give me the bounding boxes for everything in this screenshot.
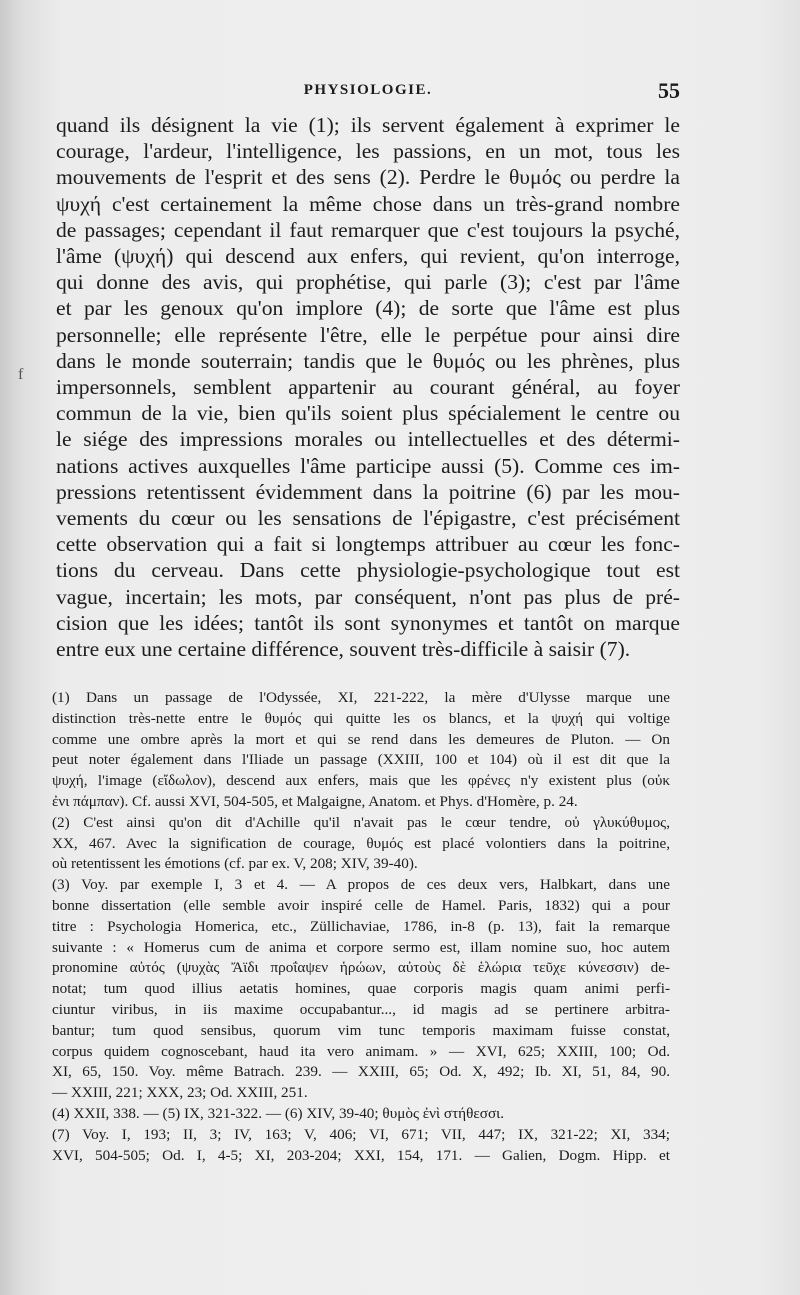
footnote-line: où retentissent les émotions (cf. par ex. V, 208; XIV, 39-40).: [52, 855, 418, 873]
text-line: cision que les idées; tantôt ils sont synonymes et tantôt on marque: [56, 610, 680, 635]
text-line: de passages; cependant il faut remarquer que c'est toujours la psyché,: [56, 217, 680, 242]
footnote-line: bonne dissertation (elle semble avoir inspiré celle de Hamel. Paris, 1832) qui a pour: [52, 896, 670, 914]
text-line: impersonnels, semblent appartenir au courant général, au foyer: [56, 375, 680, 400]
footnote-line: (1) Dans un passage de l'Odyssée, XI, 221-222, la mère d'Ulysse marque une: [52, 689, 670, 706]
text-line: pressions retentissent évidemment dans la poitrine (6) par les mou-: [56, 479, 680, 504]
footnote-line: notat; tum quod illius aetatis homines, quae corporis magis quam animi perfi-: [52, 980, 670, 998]
footnote-line: (4) XXII, 338. — (5) IX, 321-322. — (6) XIV, 39-40; θυμὸς ἐνὶ στήθεσσι.: [52, 1104, 505, 1122]
footnote-line: peut noter également dans l'Iliade un passage (XXIII, 100 et 104) où il est dit que la: [52, 751, 670, 769]
footnote-line: ἐνι πάμπαν). Cf. aussi XVI, 504-505, et Malgaigne, Anatom. et Phys. d'Homère, p. 24.: [52, 792, 578, 810]
page-number: 55: [658, 78, 680, 103]
main-text: [56, 112, 680, 662]
footnote-line: (2) C'est ainsi qu'on dit d'Achille qu'il n'avait pas le cœur tendre, οὐ γλυκύθυμος,: [52, 813, 670, 831]
text-line: entre eux une certaine différence, souvent très-difficile à saisir (7).: [56, 637, 631, 662]
footnote-line: suivante : « Homerus cum de anima et corpore sermo est, illam nomine suo, hoc autem: [52, 938, 670, 956]
text-line: mouvements de l'esprit et des sens (2). Perdre le θυμός ou perdre la: [56, 165, 680, 190]
text-line: tions du cerveau. Dans cette physiologie-psychologique tout est: [56, 558, 680, 583]
page-header: [56, 80, 680, 104]
footnote-line: bantur; tum quod sensibus, quorum vim tunc temporis maximam fuisse constat,: [52, 1021, 670, 1039]
running-title: PHYSIOLOGIE.: [303, 82, 433, 98]
footnote-line: comme une ombre après la mort et qui se rend dans les demeures de Pluton. — On: [52, 730, 670, 748]
footnote-line: XVI, 504-505; Od. I, 4-5; XI, 203-204; XXI, 154, 171. — Galien, Dogm. Hipp. et: [52, 1146, 670, 1164]
footnote-line: (7) Voy. I, 193; II, 3; IV, 163; V, 406; VI, 671; VII, 447; IX, 321-22; XI, 334;: [52, 1125, 670, 1143]
text-line: dans le monde souterrain; tandis que le θυμός ou les phrènes, plus: [56, 348, 680, 373]
text-line: cette observation qui a fait si longtemps attribuer au cœur les fonc-: [56, 532, 680, 557]
text-line: et par les genoux qu'on implore (4); de sorte que l'âme est plus: [56, 296, 680, 321]
footnotes: [52, 688, 670, 1166]
text-line: qui donne des avis, qui prophétise, qui parle (3); c'est par l'âme: [56, 270, 680, 295]
footnote-line: pronomine αὐτός (ψυχὰς Ἄϊδι προΐαψεν ἡρώων, αὐτοὺς δὲ ἑλώρια τεῦχε κύνεσσιν) de-: [52, 959, 670, 977]
text-line: commun de la vie, bien qu'ils soient plus spécialement le centre ou: [56, 401, 680, 426]
text-line: le siége des impressions morales ou intellectuelles et des détermi-: [56, 427, 680, 452]
text-line: nations actives auxquelles l'âme participe aussi (5). Comme ces im-: [56, 453, 680, 478]
footnote-line: XX, 467. Avec la signification de courage, θυμός est placé volontiers dans la poitrine,: [52, 834, 670, 852]
text-line: courage, l'ardeur, l'intelligence, les passions, en un mot, tous les: [56, 139, 680, 164]
text-line: personnelle; elle représente l'être, elle le perpétue pour ainsi dire: [56, 322, 680, 347]
footnote-line: (3) Voy. par exemple I, 3 et 4. — A propos de ces deux vers, Halbkart, dans une: [52, 876, 670, 894]
text-line: vague, incertain; les mots, par conséquent, n'ont pas plus de pré-: [56, 584, 680, 609]
text-line: ψυχή c'est certainement la même chose dans un très-grand nombre: [56, 191, 680, 216]
footnote-line: — XXIII, 221; XXX, 23; Od. XXIII, 251.: [52, 1084, 308, 1102]
margin-mark: f: [18, 366, 24, 383]
footnote-line: titre : Psychologia Homerica, etc., Züllichaviae, 1786, in-8 (p. 13), fait la remarque: [52, 917, 670, 935]
text-line: l'âme (ψυχή) qui descend aux enfers, qui revient, qu'on interroge,: [56, 244, 680, 269]
footnote-line: ψυχή, l'image (εἴδωλον), descend aux enfers, mais que les φρένες n'y existent plus (οὐκ: [52, 772, 670, 790]
footnote-line: distinction très-nette entre le θυμός qui quitte les os blancs, et la ψυχή qui voltige: [52, 709, 670, 727]
text-line: quand ils désignent la vie (1); ils servent également à exprimer le: [56, 113, 680, 137]
footnote-line: XI, 65, 150. Voy. même Batrach. 239. — XXIII, 65; Od. X, 492; Ib. XI, 51, 84, 90.: [52, 1063, 670, 1081]
footnote-line: ciuntur viribus, in iis maxime occupabantur..., id magis ad se pertinere arbitra-: [52, 1000, 670, 1018]
text-line: vements du cœur ou les sensations de l'épigastre, c'est précisément: [56, 506, 680, 531]
footnote-line: corpus quidem cognoscebant, haud ita vero animam. » — XVI, 625; XXIII, 100; Od.: [52, 1042, 670, 1060]
